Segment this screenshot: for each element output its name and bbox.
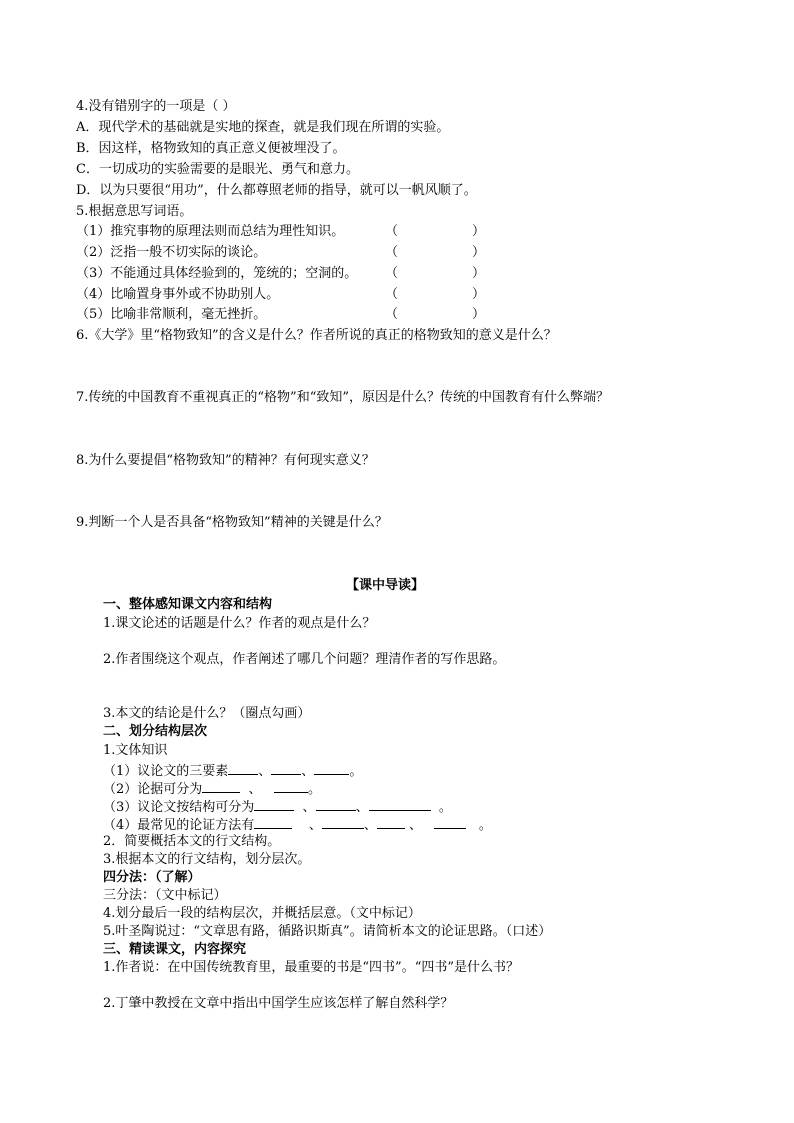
answer-blank[interactable] bbox=[254, 816, 292, 829]
answer-blank[interactable] bbox=[434, 816, 466, 829]
question-4-option-b: B．因这样，格物致知的真正意义便被埋没了。 bbox=[76, 141, 346, 156]
answer-blank[interactable] bbox=[369, 798, 431, 811]
three-part-method: 三分法：（文中标记） bbox=[103, 888, 227, 903]
answer-parentheses: （ ） bbox=[385, 287, 485, 302]
question-5-item-1: （1）推究事物的原理法则而总结为理性知识。 bbox=[76, 224, 345, 239]
question-5-item-3: （3）不能通过具体经验到的，笼统的；空洞的。 bbox=[76, 266, 358, 281]
knowledge-item-4: （4）最常见的论证方法有 、 、 、 。 bbox=[103, 818, 492, 833]
question-5-item-2: （2）泛指一般不切实际的谈论。 bbox=[76, 245, 267, 260]
part-1-question-2: 2.作者围绕这个观点，作者阐述了哪几个问题？理清作者的写作思路。 bbox=[103, 652, 506, 667]
answer-blank[interactable] bbox=[271, 762, 301, 775]
answer-parentheses: （ ） bbox=[385, 307, 485, 322]
part-2-question-3: 3.根据本文的行文结构，划分层次。 bbox=[103, 852, 311, 867]
knowledge-item-1: （1）议论文的三要素 、 、 。 bbox=[103, 764, 363, 779]
knowledge-item-3: （3）议论文按结构可分为 、 、 。 bbox=[103, 800, 452, 815]
answer-parentheses: （ ） bbox=[385, 245, 485, 260]
answer-blank[interactable] bbox=[322, 816, 364, 829]
question-4-option-c: C．一切成功的实验需要的是眼光、勇气和意力。 bbox=[76, 162, 359, 177]
knowledge-item-2: （2）论据可分为 、 。 bbox=[103, 782, 321, 797]
question-5-stem: 5.根据意思写词语。 bbox=[76, 204, 193, 219]
part-2-question-2: 2．简要概括本文的行文结构。 bbox=[103, 834, 281, 849]
part-2-question-5: 5.叶圣陶说过：“文章思有路，循路识斯真”。请简析本文的论证思路。（口述） bbox=[103, 924, 552, 939]
answer-blank[interactable] bbox=[377, 816, 405, 829]
part-3-question-1: 1.作者说：在中国传统教育里，最重要的书是“四书”。“四书”是什么书？ bbox=[103, 960, 519, 975]
question-5-item-5: （5）比喻非常顺利，毫无挫折。 bbox=[76, 307, 267, 322]
question-6: 6.《大学》里“格物致知”的含义是什么？作者所说的真正的格物致知的意义是什么？ bbox=[76, 328, 557, 343]
answer-blank[interactable] bbox=[202, 780, 240, 793]
question-8: 8.为什么要提倡“格物致知”的精神？有何现实意义？ bbox=[76, 453, 375, 468]
answer-parentheses: （ ） bbox=[385, 224, 485, 239]
question-4-stem: 4.没有错别字的一项是（ ） bbox=[76, 99, 236, 114]
part-1-question-1: 1.课文论述的话题是什么？作者的观点是什么？ bbox=[103, 616, 376, 631]
question-7: 7.传统的中国教育不重视真正的“格物”和“致知”，原因是什么？传统的中国教育有什么弊端？ bbox=[76, 390, 609, 405]
answer-parentheses: （ ） bbox=[385, 266, 485, 281]
part-3-heading: 三、精读课文，内容探究 bbox=[103, 942, 247, 957]
answer-blank[interactable] bbox=[314, 762, 349, 775]
part-1-heading: 一、整体感知课文内容和结构 bbox=[103, 597, 273, 612]
style-knowledge: 1.文体知识 bbox=[103, 743, 168, 758]
answer-blank[interactable] bbox=[228, 762, 258, 775]
answer-blank[interactable] bbox=[254, 798, 294, 811]
question-4-option-a: A．现代学术的基础就是实地的探查，就是我们现在所谓的实验。 bbox=[76, 120, 450, 135]
section-title: 【课中导读】 bbox=[346, 578, 425, 593]
question-9: 9.判断一个人是否具备“格物致知”精神的关键是什么？ bbox=[76, 515, 388, 530]
part-3-question-2: 2.丁肇中教授在文章中指出中国学生应该怎样了解自然科学？ bbox=[103, 996, 454, 1011]
four-part-method: 四分法：（了解） bbox=[103, 870, 201, 885]
part-1-question-3: 3.本文的结论是什么？（圈点勾画） bbox=[103, 706, 311, 721]
answer-blank[interactable] bbox=[316, 798, 356, 811]
part-2-heading: 二、划分结构层次 bbox=[103, 724, 208, 739]
answer-blank[interactable] bbox=[274, 780, 308, 793]
part-2-question-4: 4.划分最后一段的结构层次，并概括层意。（文中标记） bbox=[103, 906, 421, 921]
question-5-item-4: （4）比喻置身事外或不协助别人。 bbox=[76, 287, 280, 302]
question-4-option-d: D．以为只要很“用功”，什么都尊照老师的指导，就可以一帆风顺了。 bbox=[76, 183, 477, 198]
